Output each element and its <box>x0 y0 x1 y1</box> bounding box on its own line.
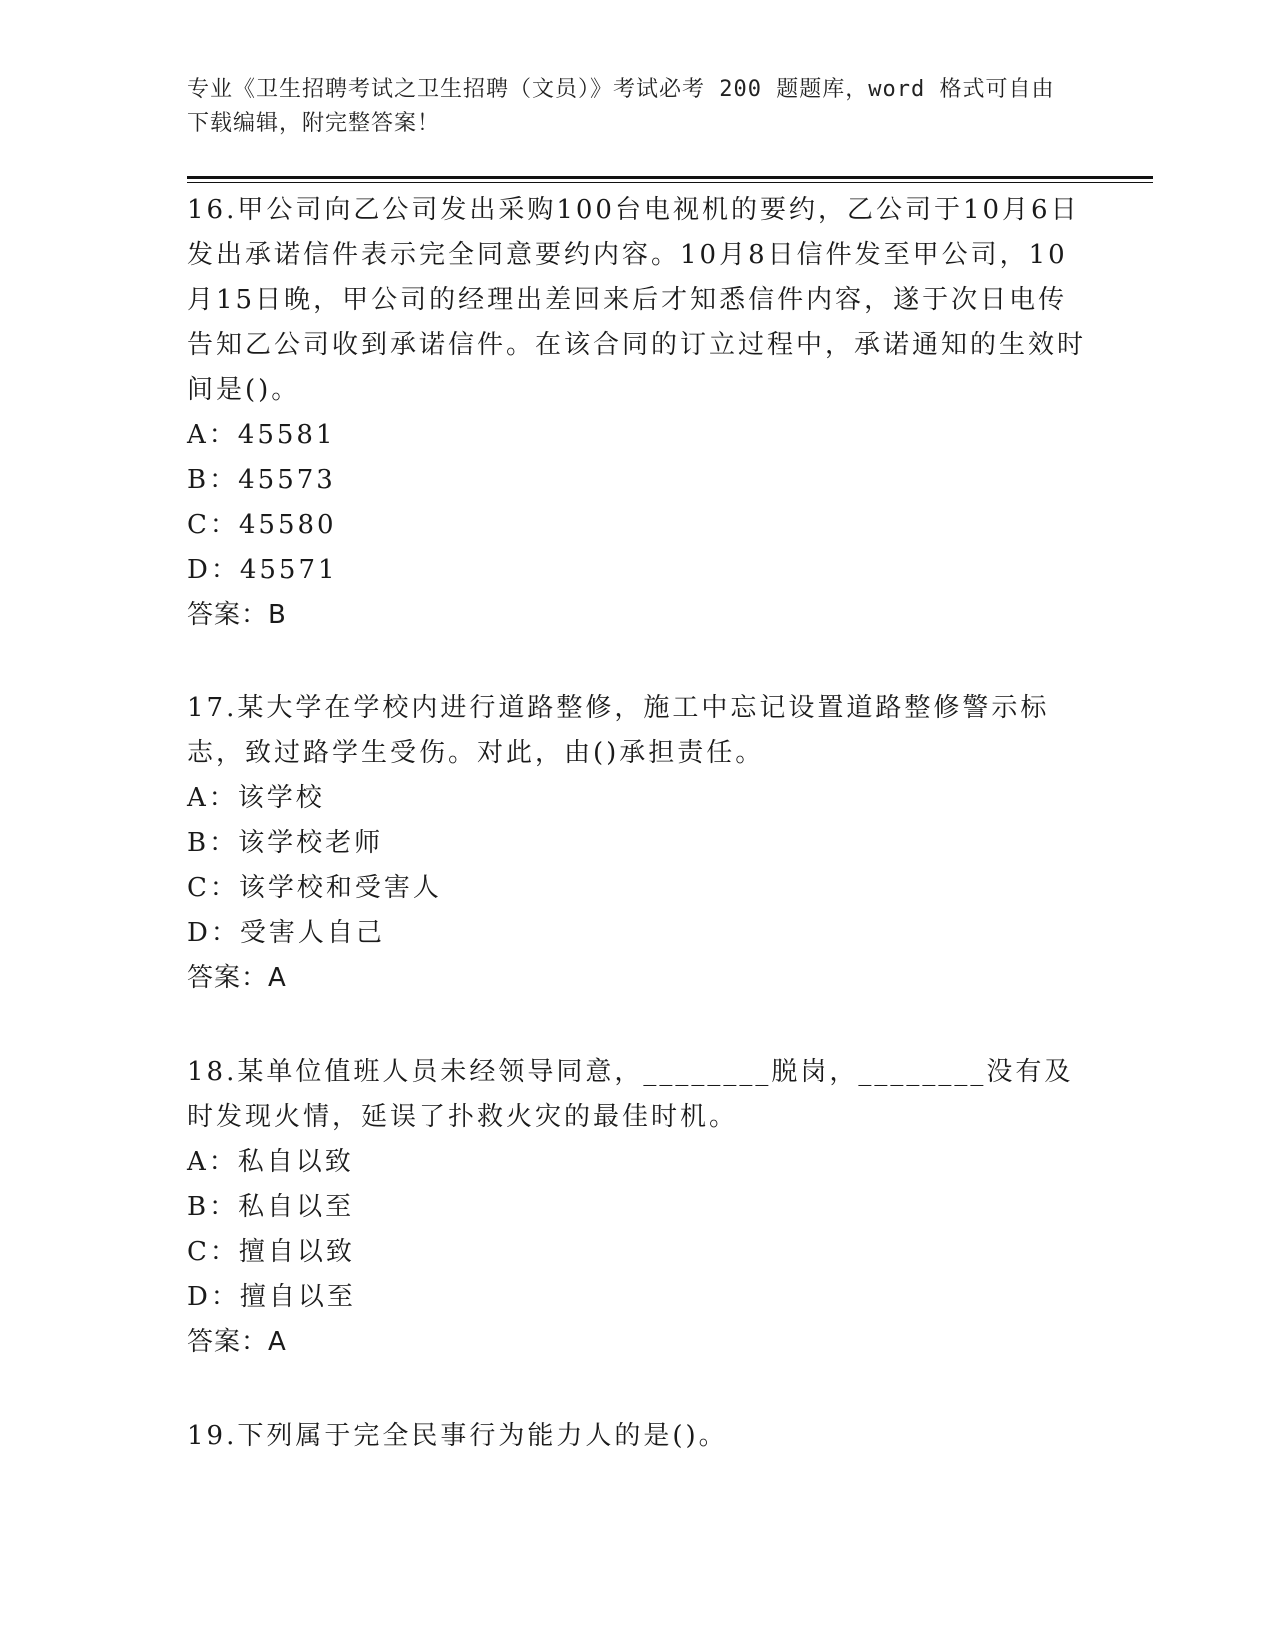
option-d: D：受害人自己 <box>187 918 385 948</box>
option-c: C：该学校和受害人 <box>187 873 442 903</box>
option-a: A：该学校 <box>187 783 325 813</box>
document-intro: 专业《卫生招聘考试之卫生招聘（文员）》考试必考 200 题题库，word 格式可自由下载编辑，附完整答案！ <box>187 77 1055 136</box>
question-text: 16.甲公司向乙公司发出采购100台电视机的要约，乙公司于10月6日发出承诺信件表示完全同意要约内容。10月8日信件发至甲公司，10月15日晚，甲公司的经理出差回来后才知悉信件内容，遂于次日电传告知乙公司收到承诺信件。在该合同的订立过程中，承诺通知的生效时间是()。 <box>187 195 1087 405</box>
question-18 <box>187 1050 1087 1365</box>
option-a: A：45581 <box>187 420 336 450</box>
question-19 <box>187 1414 1087 1459</box>
question-text: 19.下列属于完全民事行为能力人的是()。 <box>187 1421 728 1451</box>
header-divider-thick <box>187 176 1153 179</box>
option-c: C：45580 <box>187 510 337 540</box>
question-text: 17.某大学在学校内进行道路整修，施工中忘记设置道路整修警示标志，致过路学生受伤。对此，由()承担责任。 <box>187 693 1050 768</box>
option-d: D：擅自以至 <box>187 1282 356 1312</box>
option-b: B：45573 <box>187 465 336 495</box>
option-a: A：私自以致 <box>187 1147 354 1177</box>
answer-line: 答案：A <box>187 1327 287 1357</box>
answer-line: 答案：A <box>187 963 287 993</box>
option-b: B：该学校老师 <box>187 828 384 858</box>
option-b: B：私自以至 <box>187 1192 355 1222</box>
answer-line: 答案：B <box>187 600 287 630</box>
option-c: C：擅自以致 <box>187 1237 355 1267</box>
option-d: D：45571 <box>187 555 338 585</box>
header-divider-thin <box>187 182 1153 183</box>
question-text: 18.某单位值班人员未经领导同意，________脱岗，________没有及时发现火情，延误了扑救火灾的最佳时机。 <box>187 1057 1074 1132</box>
question-17 <box>187 686 1087 1001</box>
question-16 <box>187 188 1087 638</box>
